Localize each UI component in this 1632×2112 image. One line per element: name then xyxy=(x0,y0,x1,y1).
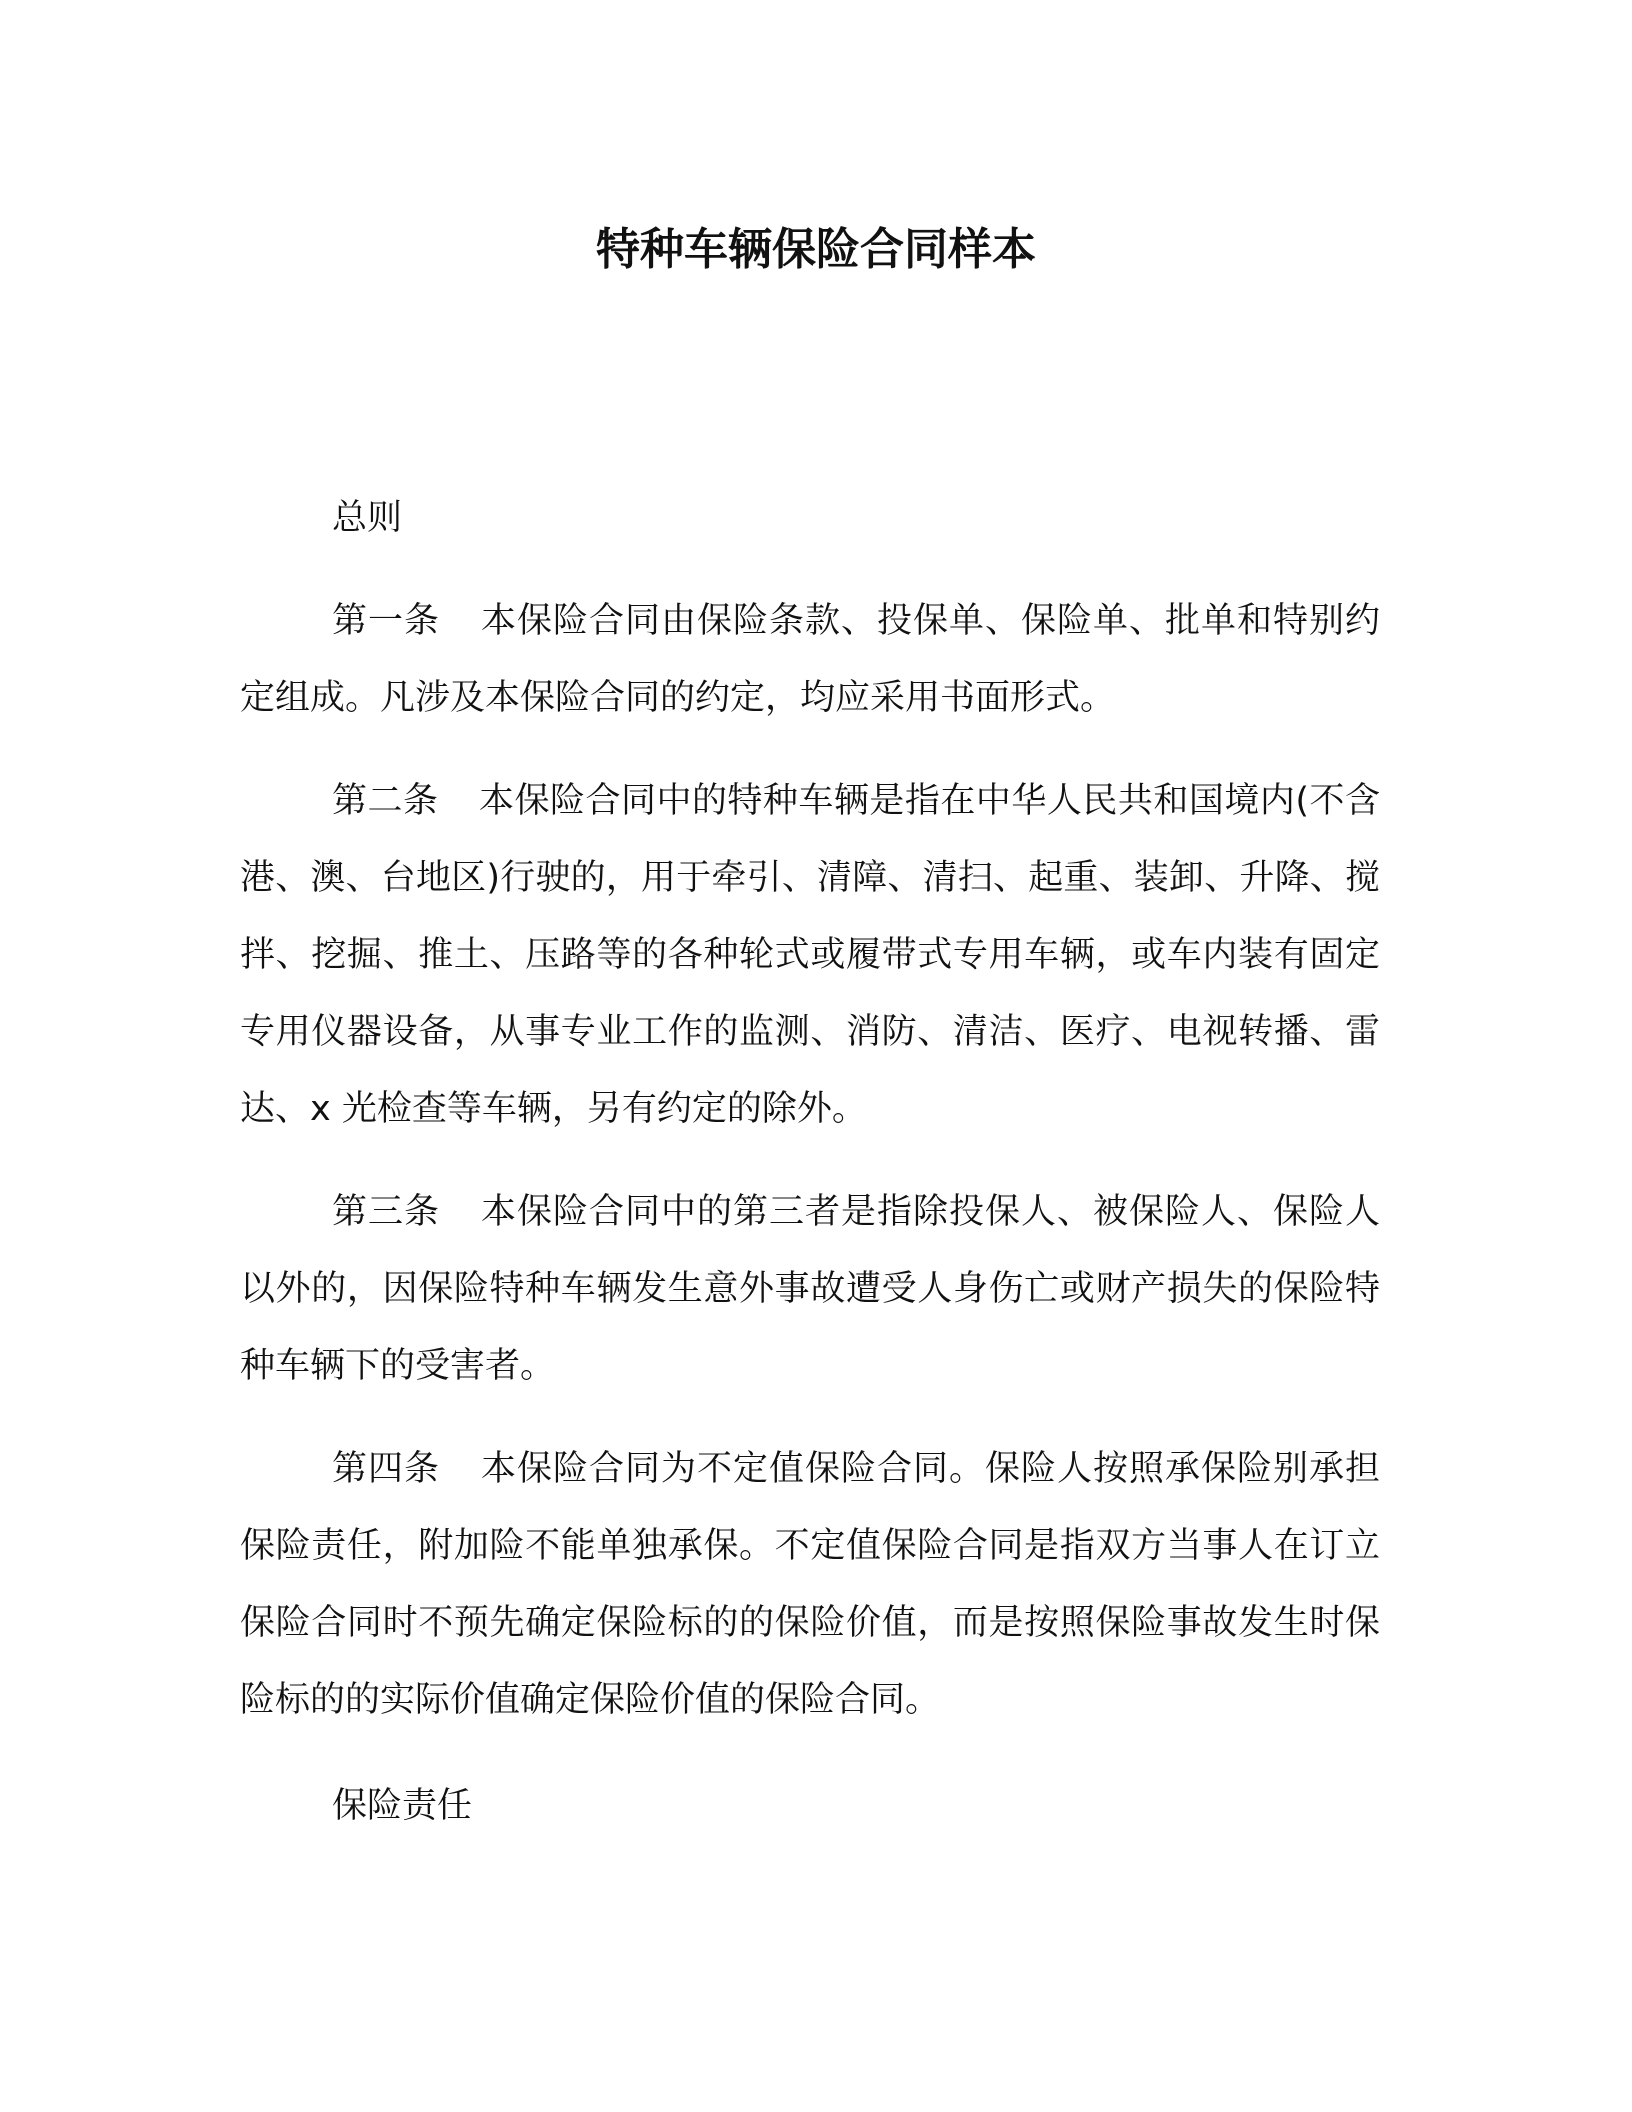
article-2-text: 本保险合同中的特种车辆是指在中华人民共和国境内(不含港、澳、台地区)行驶的，用于牵引、清障、清扫、起重、装卸、升降、搅拌、挖掘、推土、压路等的各种轮式或履带式专用车辆，或车内装有固定专用仪器设备，从事专业工作的监测、消防、清洁、医疗、电视转播、雷达、x 光检查等车辆，另有约定的除外。 xyxy=(240,781,1380,1129)
article-1 xyxy=(240,583,1380,737)
article-1-number: 第一条 xyxy=(332,601,440,641)
article-2-number: 第二条 xyxy=(332,781,439,821)
article-4-number: 第四条 xyxy=(332,1449,440,1489)
document-title: 特种车辆保险合同样本 xyxy=(596,224,1036,275)
article-3-number: 第三条 xyxy=(332,1192,440,1232)
article-4 xyxy=(240,1431,1380,1739)
article-3 xyxy=(240,1174,1380,1405)
article-1-text: 本保险合同由保险条款、投保单、保险单、批单和特别约定组成。凡涉及本保险合同的约定，均应采用书面形式。 xyxy=(240,601,1380,718)
section-heading-insurance-liability: 保险责任 xyxy=(332,1786,473,1826)
article-3-text: 本保险合同中的第三者是指除投保人、被保险人、保险人以外的，因保险特种车辆发生意外事故遭受人身伤亡或财产损失的保险特种车辆下的受害者。 xyxy=(240,1192,1380,1386)
article-2 xyxy=(240,763,1380,1148)
article-4-text: 本保险合同为不定值保险合同。保险人按照承保险别承担保险责任，附加险不能单独承保。不定值保险合同是指双方当事人在订立保险合同时不预先确定保险标的的保险价值，而是按照保险事故发生时保险标的的实际价值确定保险价值的保险合同。 xyxy=(240,1449,1380,1720)
section-heading-general: 总则 xyxy=(332,498,403,538)
